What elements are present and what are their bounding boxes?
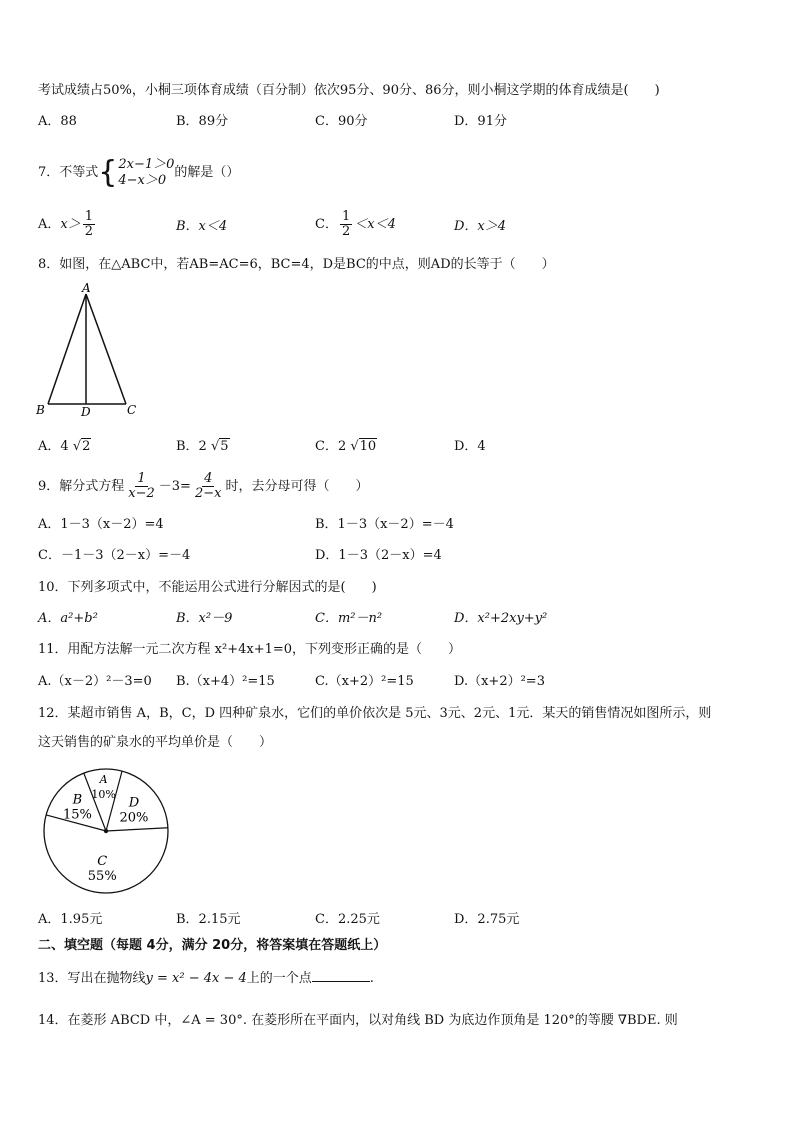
pie-slice-label-d: D	[128, 795, 140, 811]
q13-stem: 13．写出在抛物线y = x² − 4x − 4上的一个点 .	[38, 971, 374, 986]
q6-stem: 考试成绩占50%，小桐三项体育成绩（百分制）依次95分、90分、86分，则小桐这学期的体育成绩是( )	[38, 83, 660, 98]
q12-option-d: D．2.75元	[454, 912, 520, 927]
q6-option-c: C．90分	[315, 114, 368, 129]
q13-answer-blank	[312, 969, 370, 982]
q13-equation: y = x² − 4x − 4	[145, 971, 247, 986]
q9-option-a: A．1－3（x－2）=4	[38, 517, 164, 532]
q14-stem: 14．在菱形 ABCD 中，∠A = 30°. 在菱形所在平面内，以对角线 BD 为底边作顶角是 120°的等腰 ∇BDE. 则	[38, 1013, 678, 1028]
triangle-side-ab	[48, 294, 86, 404]
sqrt-icon: √	[210, 439, 220, 454]
q7-ineq-1: 2x−1＞0	[118, 156, 175, 172]
q11-option-b: B.（x+4）²=15	[176, 674, 275, 689]
q12-option-c: C．2.25元	[315, 912, 380, 927]
triangle-side-ac	[86, 294, 126, 404]
q12-stem-line-1: 12．某超市销售 A，B，C，D 四种矿泉水，它们的单价依次是 5元、3元、2元、1元．某天的销售情况如图所示，则	[38, 706, 712, 721]
q9-option-c: C．－1－3（2－x）=－4	[38, 548, 191, 563]
q7-stem	[38, 156, 239, 190]
vertex-label-a: A	[82, 282, 91, 295]
vertex-label-d: D	[81, 405, 91, 419]
pie-slice-label-a: A	[99, 773, 108, 787]
q9-option-b: B．1－3（x－2）=－4	[315, 517, 454, 532]
q8-stem: 8．如图，在△ABC中，若AB=AC=6，BC=4，D是BC的中点，则AD的长等于（ ）	[38, 257, 555, 272]
q8-option-a: A．4 √2	[38, 439, 91, 454]
pie-slice-boundary	[106, 828, 168, 831]
q10-option-d: D．x²+2xy+y²	[454, 611, 548, 626]
q10-option-c: C．m²－n²	[315, 611, 383, 626]
pie-slice-value-b: 15%	[62, 807, 92, 823]
q7-ineq-2: 4−x＞0	[118, 172, 167, 188]
q6-option-d: D．91分	[454, 114, 507, 129]
pie-slice-value-a: 10%	[91, 788, 116, 802]
section-2-title: 二、填空题（每题 4分，满分 20分，将答案填在答题纸上）	[38, 938, 387, 953]
q10-option-a: A．a²+b²	[38, 611, 98, 626]
q6-option-a: A．88	[38, 114, 77, 129]
left-brace-icon: {	[98, 154, 118, 190]
pie-slice-value-c: 55%	[87, 868, 117, 884]
vertex-label-c: C	[127, 403, 137, 417]
q7-a-fraction: $\frac{1}{2}$	[84, 209, 94, 239]
q12-pie-chart	[36, 766, 176, 906]
q12-option-a: A．1.95元	[38, 912, 103, 927]
q7-option-a: A．x＞ $\frac{1}{2}$	[38, 209, 94, 239]
q7-option-b: B．x＜4	[176, 219, 228, 234]
q7-system	[98, 154, 175, 190]
sqrt-icon: √	[72, 439, 82, 454]
q12-stem-line-2: 这天销售的矿泉水的平均单价是（ ）	[38, 735, 273, 750]
q6-option-b: B．89分	[176, 114, 229, 129]
q7-option-c: C． $\frac{1}{2}$ ＜x＜4	[315, 209, 396, 239]
q8-option-d: D．4	[454, 439, 486, 454]
q7-option-d: D．x＞4	[454, 219, 507, 234]
q10-option-b: B．x²－9	[176, 611, 233, 626]
q7-suffix: 的解是（）	[174, 165, 240, 180]
q7-prefix: 7．不等式	[38, 165, 99, 180]
q11-option-d: D.（x+2）²=3	[454, 674, 545, 689]
pie-slice-label-b: B	[72, 792, 83, 808]
q9-stem: 9．解分式方程 $\frac{1}{x-2}$ －3= $\frac{4}{2-x}$ 时，去分母可得（ ）	[38, 471, 369, 501]
vertex-label-b: B	[36, 403, 45, 417]
q12-option-b: B．2.15元	[176, 912, 241, 927]
q8-option-c: C．2 √10	[315, 439, 377, 454]
q9-fraction-2: $\frac{4}{2-x}$	[194, 471, 222, 501]
q9-option-d: D．1－3（2－x）=4	[315, 548, 442, 563]
pie-slice-value-d: 20%	[119, 810, 149, 826]
q7-c-fraction: $\frac{1}{2}$	[341, 209, 351, 239]
q11-option-c: C.（x+2）²=15	[315, 674, 414, 689]
q8-option-b: B．2 √5	[176, 439, 229, 454]
q9-fraction-1: $\frac{1}{x-2}$	[128, 471, 155, 501]
q11-option-a: A.（x－2）²－3=0	[38, 674, 152, 689]
sqrt-icon: √	[350, 439, 359, 454]
q11-stem: 11．用配方法解一元二次方程 x²+4x+1=0，下列变形正确的是（ ）	[38, 642, 462, 657]
pie-slice-label-c: C	[97, 853, 108, 869]
q8-triangle-figure	[36, 282, 146, 420]
pie-center-dot	[104, 829, 108, 833]
q10-stem: 10．下列多项式中，不能运用公式进行分解因式的是( )	[38, 580, 377, 595]
